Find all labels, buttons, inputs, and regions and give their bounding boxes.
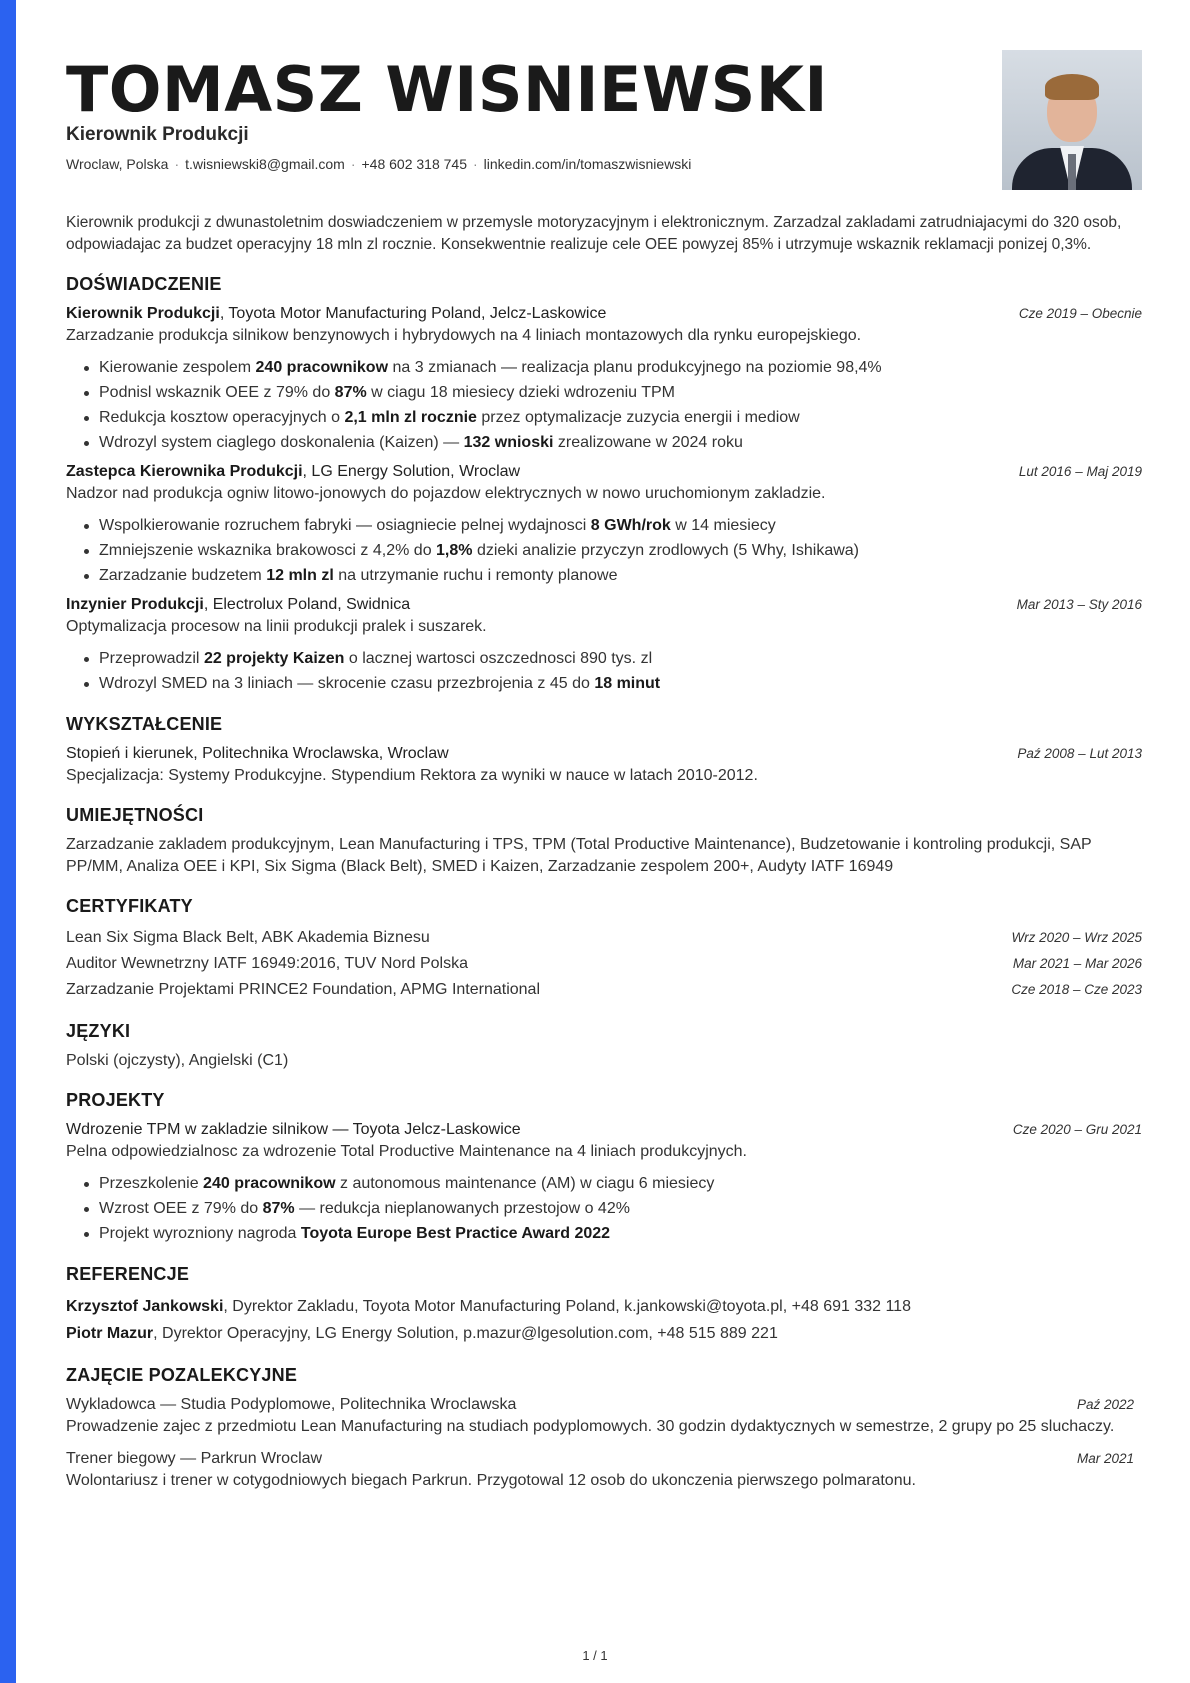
project-description: Pelna odpowiedzialnosc za wdrozenie Total Productive Maintenance na 4 liniach produkcyjnych. [66, 1143, 747, 1160]
section-title-projects: PROJEKTY [66, 1090, 165, 1110]
job-company: , LG Energy Solution, Wroclaw [302, 463, 521, 480]
list-item: Wspolkierowanie rozruchem fabryki — osiagniecie pelnej wydajnosci 8 GWh/rok w 14 miesiecy [66, 513, 1142, 538]
certificate-name: Auditor Wewnetrzny IATF 16949:2016, TUV Nord Polska [66, 955, 468, 972]
section-title-experience: DOŚWIADCZENIE [66, 274, 222, 294]
candidate-role: Kierownik Produkcji [66, 124, 249, 145]
list-item: Przeszkolenie 240 pracownikow z autonomous maintenance (AM) w ciagu 6 miesiecy [66, 1171, 1142, 1196]
reference-name: Krzysztof Jankowski [66, 1298, 224, 1315]
job-achievements [66, 513, 1142, 588]
list-item: Redukcja kosztow operacyjnych o 2,1 mln zl rocznie przez optymalizacje zuzycia energii i mediow [66, 405, 1142, 430]
contact-location: Wroclaw, Polska [66, 156, 169, 172]
list-item: Wdrozyl SMED na 3 liniach — skrocenie czasu przezbrojenia z 45 do 18 minut [66, 671, 1142, 696]
candidate-name: TOMASZ WISNIEWSKI [66, 53, 828, 126]
experience-entry [66, 303, 1142, 455]
certificate-name: Lean Six Sigma Black Belt, ABK Akademia Biznesu [66, 929, 430, 946]
languages-list: Polski (ojczysty), Angielski (C1) [66, 1052, 289, 1069]
job-date: Lut 2016 – Maj 2019 [1018, 464, 1142, 479]
job-description: Nadzor nad produkcja ogniw litowo-jonowych do pojazdow elektrycznych w nowo uruchomionym zakladzie. [66, 485, 826, 502]
certificate-row [66, 977, 1142, 1003]
certificate-date: Cze 2018 – Cze 2023 [1011, 982, 1142, 997]
job-title: Kierownik Produkcji [66, 305, 220, 322]
job-company: , Toyota Motor Manufacturing Poland, Jelcz-Laskowice [219, 305, 607, 322]
list-item: Projekt wyrozniony nagroda Toyota Europe Best Practice Award 2022 [66, 1221, 1142, 1246]
reference-row [66, 1293, 1142, 1320]
contact-email[interactable]: t.wisniewski8@gmail.com [185, 156, 345, 172]
skills-list: Zarzadzanie zakladem produkcyjnym, Lean Manufacturing i TPS, TPM (Total Productive Maintenance), Budzetowanie i kontroling produkcji, SAP PP/MM, Analiza OEE i KPI, Six Sigma (Black Belt), SMED i Kaizen, Zarzadzanie zespolem 200+, Audyty IATF 16949 [66, 836, 1092, 875]
extracurricular-entry [66, 1448, 1142, 1492]
experience-entry [66, 461, 1142, 588]
project-entry [66, 1119, 1142, 1141]
certificate-date: Wrz 2020 – Wrz 2025 [1011, 930, 1142, 945]
profile-photo [1002, 50, 1142, 190]
extracurricular-description: Wolontariusz i trener w cotygodniowych biegach Parkrun. Przygotowal 12 osob do ukonczenia pierwszego polmaratonu. [66, 1472, 916, 1489]
resume-page [66, 50, 1142, 1502]
job-date: Cze 2019 – Obecnie [1018, 306, 1142, 321]
section-title-education: WYKSZTAŁCENIE [66, 714, 223, 734]
contact-phone[interactable]: +48 602 318 745 [361, 156, 467, 172]
extracurricular-description: Prowadzenie zajec z przedmiotu Lean Manufacturing na studiach podyplomowych. 30 godzin dydaktycznych w semestrze, 2 grupy po 25 sluchaczy. [66, 1418, 1115, 1435]
job-description: Optymalizacja procesow na linii produkcji pralek i suszarek. [66, 618, 487, 635]
project-achievements [66, 1171, 1142, 1246]
reference-details: , Dyrektor Zakladu, Toyota Motor Manufacturing Poland, k.jankowski@toyota.pl, +48 691 332 118 [223, 1298, 911, 1315]
extracurricular-title: Trener biegowy — Parkrun Wroclaw [66, 1450, 323, 1467]
section-title-skills: UMIEJĘTNOŚCI [66, 805, 204, 825]
contact-line [66, 156, 691, 172]
extracurricular-entry [66, 1394, 1142, 1438]
list-item: Podnisl wskaznik OEE z 79% do 87% w ciagu 18 miesiecy dzieki wdrozeniu TPM [66, 380, 1142, 405]
job-title: Inzynier Produkcji [66, 596, 204, 613]
resume-header [66, 50, 1142, 198]
certificate-date: Mar 2021 – Mar 2026 [1012, 956, 1142, 971]
job-date: Mar 2013 – Sty 2016 [1016, 597, 1142, 612]
list-item: Kierowanie zespolem 240 pracownikow na 3 zmianach — realizacja planu produkcyjnego na poziomie 98,4% [66, 355, 1142, 380]
contact-separator: · [174, 156, 180, 172]
certificate-row [66, 925, 1142, 951]
project-title: Wdrozenie TPM w zakladzie silnikow — Toyota Jelcz-Laskowice [66, 1121, 521, 1138]
experience-entry [66, 594, 1142, 696]
profile-summary: Kierownik produkcji z dwunastoletnim doswiadczeniem w przemysle motoryzacyjnym i elektronicznym. Zarzadzal zakladami zatrudniajacymi do 320 osob, odpowiadajac za budzet operacyjny 18 mln zl rocznie. Konsekwentnie realizuje cele OEE powyzej 85% i utrzymuje wskaznik reklamacji ponizej 0,3%. [66, 214, 1122, 253]
list-item: Wzrost OEE z 79% do 87% — redukcja nieplanowanych przestojow o 42% [66, 1196, 1142, 1221]
section-title-extracurricular: ZAJĘCIE POZALEKCYJNE [66, 1365, 298, 1385]
certificate-name: Zarzadzanie Projektami PRINCE2 Foundation, APMG International [66, 981, 541, 998]
certificate-row [66, 951, 1142, 977]
project-date: Cze 2020 – Gru 2021 [1012, 1122, 1142, 1137]
extracurricular-title: Wykladowca — Studia Podyplomowe, Politechnika Wroclawska [66, 1396, 517, 1413]
list-item: Zmniejszenie wskaznika brakowosci z 4,2% do 1,8% dzieki analizie przyczyn zrodlowych (5 Why, Ishikawa) [66, 538, 1142, 563]
education-degree: Stopień i kierunek, Politechnika Wroclawska, Wroclaw [66, 745, 449, 762]
reference-name: Piotr Mazur [66, 1325, 154, 1342]
accent-bar [0, 0, 16, 1683]
job-achievements [66, 646, 1142, 696]
job-company: , Electrolux Poland, Swidnica [203, 596, 411, 613]
contact-separator: · [350, 156, 356, 172]
job-description: Zarzadzanie produkcja silnikow benzynowych i hybrydowych na 4 liniach montazowych dla rynku europejskiego. [66, 327, 862, 344]
reference-row [66, 1320, 1142, 1347]
education-date: Paź 2008 – Lut 2013 [1017, 746, 1142, 761]
job-title: Zastepca Kierownika Produkcji [66, 463, 303, 480]
contact-linkedin[interactable]: linkedin.com/in/tomaszwisniewski [483, 156, 692, 172]
section-title-languages: JĘZYKI [66, 1021, 131, 1041]
education-description: Specjalizacja: Systemy Produkcyjne. Stypendium Rektora za wyniki w nauce w latach 2010-2012. [66, 767, 758, 784]
extracurricular-date: Paź 2022 [1076, 1397, 1134, 1412]
contact-separator: · [473, 156, 478, 172]
education-entry [66, 743, 1142, 765]
extracurricular-date: Mar 2021 [1076, 1451, 1134, 1466]
section-title-certificates: CERTYFIKATY [66, 896, 193, 916]
list-item: Przeprowadzil 22 projekty Kaizen o lacznej wartosci oszczednosci 890 tys. zl [66, 646, 1142, 671]
section-title-references: REFERENCJE [66, 1264, 190, 1284]
page-number: 1 / 1 [582, 1648, 608, 1663]
reference-details: , Dyrektor Operacyjny, LG Energy Solution, p.mazur@lgesolution.com, +48 515 889 221 [153, 1325, 778, 1342]
list-item: Wdrozyl system ciaglego doskonalenia (Kaizen) — 132 wnioski zrealizowane w 2024 roku [66, 430, 1142, 455]
job-achievements [66, 355, 1142, 455]
list-item: Zarzadzanie budzetem 12 mln zl na utrzymanie ruchu i remonty planowe [66, 563, 1142, 588]
